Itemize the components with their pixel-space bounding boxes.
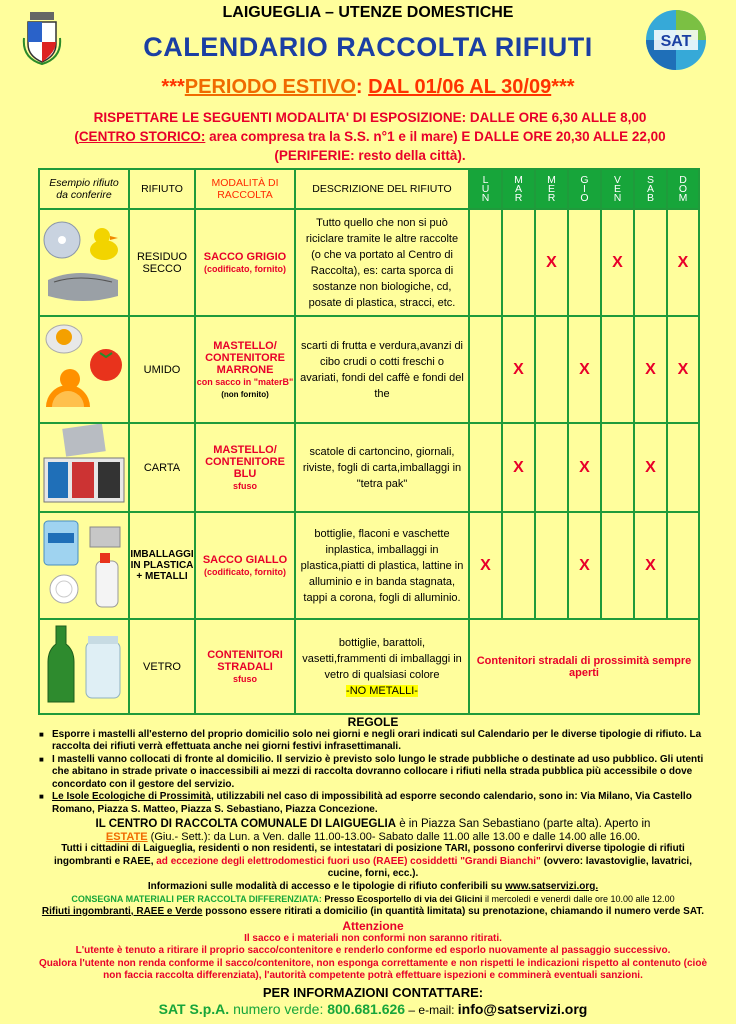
day-letter: A <box>646 182 654 195</box>
image-umido <box>39 316 129 423</box>
day-letter: M <box>547 173 556 186</box>
rule-item3-text: , utilizzabili nel caso di impossibilità ad esporre secondo calendario, sono in: Via Milano, Via Castello Romano, Piazza S. Matteo, Piazza S. Sebastiano, Piazza Concezione. <box>52 791 692 815</box>
period-line <box>0 76 736 99</box>
modalita-cell <box>195 209 295 316</box>
exposure-rules-part1: RISPETTARE LE SEGUENTI MODALITA' DI ESPOSIZIONE: DALLE ORE 6,30 ALLE 8,00 ( <box>74 110 647 144</box>
consegna-hours: il mercoledì e venerdì dalle ore 10.00 alle 12.00 <box>482 894 675 904</box>
mark-cell: X <box>502 423 535 512</box>
attenzione-line-1: Il sacco e i materiali non conformi non saranno ritirati. <box>244 932 502 944</box>
rifiuto-label: VETRO <box>129 619 195 714</box>
header-subtitle: LAIGUEGLIA – UTENZE DOMESTICHE <box>222 4 514 21</box>
modalita-cell <box>195 512 295 619</box>
day-letter: L <box>482 173 489 186</box>
day-letter: O <box>580 191 589 204</box>
attenzione-line-2: L'utente è tenuto a ritirare il proprio sacco/contenitore e renderlo conforme ed esporlo nuovamente al passaggio successivo. <box>75 945 671 956</box>
rules-section <box>38 716 708 1017</box>
mark-cell: X <box>634 423 667 512</box>
day-letter: R <box>514 191 523 204</box>
day-letter: U <box>481 182 490 195</box>
mark-cell: X <box>568 423 601 512</box>
rule-item3-underlined: Le Isole Ecologiche di Prossimità <box>52 791 211 802</box>
rule-item: ■ Esporre i mastelli all'esterno del proprio domicilio solo nei giorni e negli orari indicati sul Calendario per le diverse tipologie di rifiuto. La raccolta dei rifiuti verrà effettuata anche nei giorni festivi infrasettimanali. <box>52 729 708 754</box>
description-cell: Tutto quello che non si può riciclare tramite le altre raccolte (o che va portato al Centro di Raccolta), es: carta sporca di sostanze non biologiche, cd, posate di plastica, stracci, etc. <box>295 209 469 316</box>
contact-line <box>38 1003 708 1017</box>
centro-line <box>38 818 708 831</box>
period-dates: DAL 01/06 AL 30/09 <box>368 76 552 98</box>
mark-cell <box>634 209 667 316</box>
modalita-main: SACCO GRIGIO <box>203 250 287 263</box>
header-modalita <box>195 169 295 209</box>
rifiuto-label: RESIDUO SECCO <box>129 209 195 316</box>
description-text: bottiglie, barattoli, vasetti,frammenti di imballaggi in vetro di qualsiasi colore <box>302 636 462 681</box>
estate-label: ESTATE <box>105 830 148 843</box>
ingombranti-label: Rifiuti ingombranti, RAEE e Verde <box>41 905 203 917</box>
day-mar <box>502 169 535 209</box>
info-text: Informazioni sulle modalità di accesso e le tipologie di rifiuto conferibili su <box>147 880 506 892</box>
vetro-picture <box>40 620 128 708</box>
modalita-main: CONTENITORI STRADALI <box>207 648 283 673</box>
description-cell <box>295 619 469 714</box>
ingombranti-line <box>38 906 708 919</box>
header-rifiuto: RIFIUTO <box>129 169 195 209</box>
contact-email-label: – e-mail: <box>405 1003 458 1017</box>
sat-logo-text: SAT <box>660 33 692 50</box>
day-mer <box>535 169 568 209</box>
mark-cell <box>601 512 634 619</box>
header-descrizione: DESCRIZIONE DEL RIFIUTO <box>295 169 469 209</box>
day-letter: R <box>547 191 556 204</box>
mark-cell: X <box>634 512 667 619</box>
exposure-rules-part2: area compresa tra la S.S. n°1 e il mare) E DALLE ORE 20,30 ALLE 22,00 (PERIFERIE: resto della città). <box>205 129 666 163</box>
day-letter: E <box>613 182 621 195</box>
tutti-text-1: Tutti i cittadini di Laigueglia, residenti o non residenti, se intestatari di posizione TARI, possono conferirvi diverse tipologie di rifiuti ingombranti e RAEE, <box>54 843 685 867</box>
modalita-cell <box>195 423 295 512</box>
mark-cell <box>469 209 502 316</box>
mark-cell <box>502 512 535 619</box>
header-example <box>39 169 129 209</box>
mark-cell: X <box>667 209 699 316</box>
modalita-sub: con sacco in "materB" <box>196 376 294 387</box>
exposure-rules <box>70 108 670 165</box>
header-example-1: Esempio rifiuto <box>49 177 119 189</box>
mark-cell <box>502 209 535 316</box>
modalita-cell <box>195 316 295 423</box>
period-suffix: *** <box>551 76 575 98</box>
modalita-main: SACCO GIALLO <box>202 553 288 566</box>
table-row <box>39 209 699 316</box>
day-dom <box>667 169 699 209</box>
day-letter: N <box>481 191 490 204</box>
mark-cell: X <box>469 512 502 619</box>
table-row <box>39 619 699 714</box>
image-imballaggi <box>39 512 129 619</box>
consegna-place: Presso Ecosportello di via dei Glicini <box>321 894 483 904</box>
contact-freephone-label: numero verde: <box>233 1001 328 1017</box>
info-line <box>38 881 708 894</box>
table-row <box>39 423 699 512</box>
contact-title: PER INFORMAZIONI CONTATTARE: <box>262 984 484 1000</box>
mark-cell <box>535 423 568 512</box>
day-letter: G <box>580 173 589 186</box>
collection-calendar-table <box>38 168 700 715</box>
tutti-text-2: (ovvero: lavastoviglie, lavatrici, cucine, forni, ecc.). <box>327 855 692 879</box>
tutti-line <box>38 843 708 881</box>
day-ven <box>601 169 634 209</box>
image-vetro <box>39 619 129 714</box>
modalita-sub: (codificato, fornito) <box>204 566 286 577</box>
image-carta <box>39 423 129 512</box>
modalita-cell <box>195 619 295 714</box>
mark-cell: X <box>568 512 601 619</box>
day-letter: B <box>646 191 654 204</box>
day-letter: M <box>678 191 688 204</box>
tutti-red-text: ad eccezione degli elettrodomestici fuori uso (RAEE) cosiddetti "Grandi Bianchi" <box>153 855 541 867</box>
mark-cell <box>601 316 634 423</box>
day-letter: S <box>646 173 654 186</box>
header-modalita-1: MODALITÀ DI <box>211 177 279 189</box>
rules-title: REGOLE <box>347 715 399 729</box>
estate-line <box>38 831 708 844</box>
imballaggi-picture <box>40 513 128 613</box>
mark-cell <box>535 512 568 619</box>
mark-cell <box>667 423 699 512</box>
always-open-note: Contenitori stradali di prossimità sempre aperti <box>469 619 699 714</box>
mark-cell: X <box>601 209 634 316</box>
umido-picture <box>40 317 128 417</box>
mark-cell: X <box>667 316 699 423</box>
attenzione-title: Attenzione <box>342 919 404 933</box>
header-modalita-2: RACCOLTA <box>217 189 273 201</box>
description-cell: scarti di frutta e verdura,avanzi di cibo crudi o cotti freschi o avariati, fondi del caffè e fondi del the <box>295 316 469 423</box>
modalita-main: MASTELLO/ CONTENITORE BLU <box>205 443 285 480</box>
day-letter: M <box>514 173 523 186</box>
day-gio <box>568 169 601 209</box>
rifiuto-label: CARTA <box>129 423 195 512</box>
mark-cell <box>667 512 699 619</box>
description-cell: bottiglie, flaconi e vaschette inplastica, imballaggi in plastica,piatti di plastica, lattine in alluminio e in banda stagnata, tappi a corona, fogli di alluminio. <box>295 512 469 619</box>
page-title: CALENDARIO RACCOLTA RIFIUTI <box>143 32 593 62</box>
carta-picture <box>40 424 128 506</box>
day-sab <box>634 169 667 209</box>
contact-email-link[interactable]: info@satservizi.org <box>457 1001 588 1017</box>
attenzione-line-3: Qualora l'utente non renda conforme il sacco/contenitore, non esponga correttamente e non rispetti le indicazioni rispetto al contenuto (cioè non faccia raccolta differenziata), l'autorità competente potrà effettuare ispezioni e comminerà eventuali sanzioni. <box>38 957 708 981</box>
day-letter: I <box>583 182 586 195</box>
period-label: PERIODO ESTIVO <box>184 76 356 98</box>
no-metalli-note: -NO METALLI- <box>346 684 418 697</box>
modalita-sub: sfuso <box>232 673 257 684</box>
mark-cell <box>601 423 634 512</box>
header-example-2: da conferire <box>56 189 112 201</box>
info-url-link[interactable]: www.satservizi.org. <box>505 880 599 892</box>
image-residuo-secco <box>39 209 129 316</box>
period-prefix: *** <box>161 76 185 98</box>
estate-hours: (Giu.- Sett.): da Lun. a Ven. dalle 11.00-13.00- Sabato dalle 11.00 alle 13.00 e dalle 14.00 alle 16.00. <box>147 830 641 843</box>
modalita-note: (non fornito) <box>221 389 269 399</box>
mark-cell: X <box>634 316 667 423</box>
table-header-row <box>39 169 699 209</box>
table-row <box>39 512 699 619</box>
consegna-label: CONSEGNA MATERIALI PER RACCOLTA DIFFERENZIATA: <box>71 894 322 904</box>
modalita-main: MASTELLO/ CONTENITORE MARRONE <box>205 339 285 376</box>
rule-item: ■ I mastelli vanno collocati di fronte al domicilio. Il servizio è previsto solo lungo le strade pubbliche o destinate ad uso pubblico. Gli utenti che abitano in strade private o inaccessibili ai mezzi di raccolta dovranno collocare i rifiuti nella strada pubblica più accessibile o dove concordato con il gestore del servizio. <box>52 754 708 792</box>
ingombranti-text: possono essere ritirati a domicilio (in quantità limitata) su prenotazione, chiamando il numero verde SAT. <box>202 905 705 917</box>
consegna-line <box>38 893 708 906</box>
day-letter: O <box>678 182 688 195</box>
centro-text: è in Piazza San Sebastiano (parte alta). Aperto in <box>396 818 651 830</box>
mark-cell <box>535 316 568 423</box>
modalita-sub: (codificato, fornito) <box>204 263 286 274</box>
rifiuto-label: UMIDO <box>129 316 195 423</box>
day-letter: N <box>613 191 622 204</box>
day-letter: V <box>613 173 621 186</box>
rules-list <box>38 729 708 817</box>
centro-title: IL CENTRO DI RACCOLTA COMUNALE DI LAIGUEGLIA <box>95 818 397 830</box>
description-cell: scatole di cartoncino, giornali, riviste, fogli di carta,imballaggi in "tetra pak" <box>295 423 469 512</box>
rule-item <box>52 791 708 816</box>
mark-cell <box>568 209 601 316</box>
rifiuto-label: IMBALLAGGI IN PLASTICA + METALLI <box>129 512 195 619</box>
contact-phone-number[interactable]: 800.681.626 <box>327 1001 406 1017</box>
mark-cell <box>469 423 502 512</box>
day-lun <box>469 169 502 209</box>
period-colon: : <box>355 76 369 98</box>
mark-cell: X <box>535 209 568 316</box>
day-letter: D <box>679 173 687 186</box>
mark-cell <box>469 316 502 423</box>
residuo-secco-picture <box>40 210 128 310</box>
day-letter: A <box>514 182 522 195</box>
table-row <box>39 316 699 423</box>
mark-cell: X <box>568 316 601 423</box>
day-letter: E <box>547 182 555 195</box>
modalita-sub: sfuso <box>232 480 257 491</box>
mark-cell: X <box>502 316 535 423</box>
contact-company: SAT S.p.A. <box>158 1001 234 1017</box>
exposure-rules-centro: CENTRO STORICO: <box>78 129 206 144</box>
